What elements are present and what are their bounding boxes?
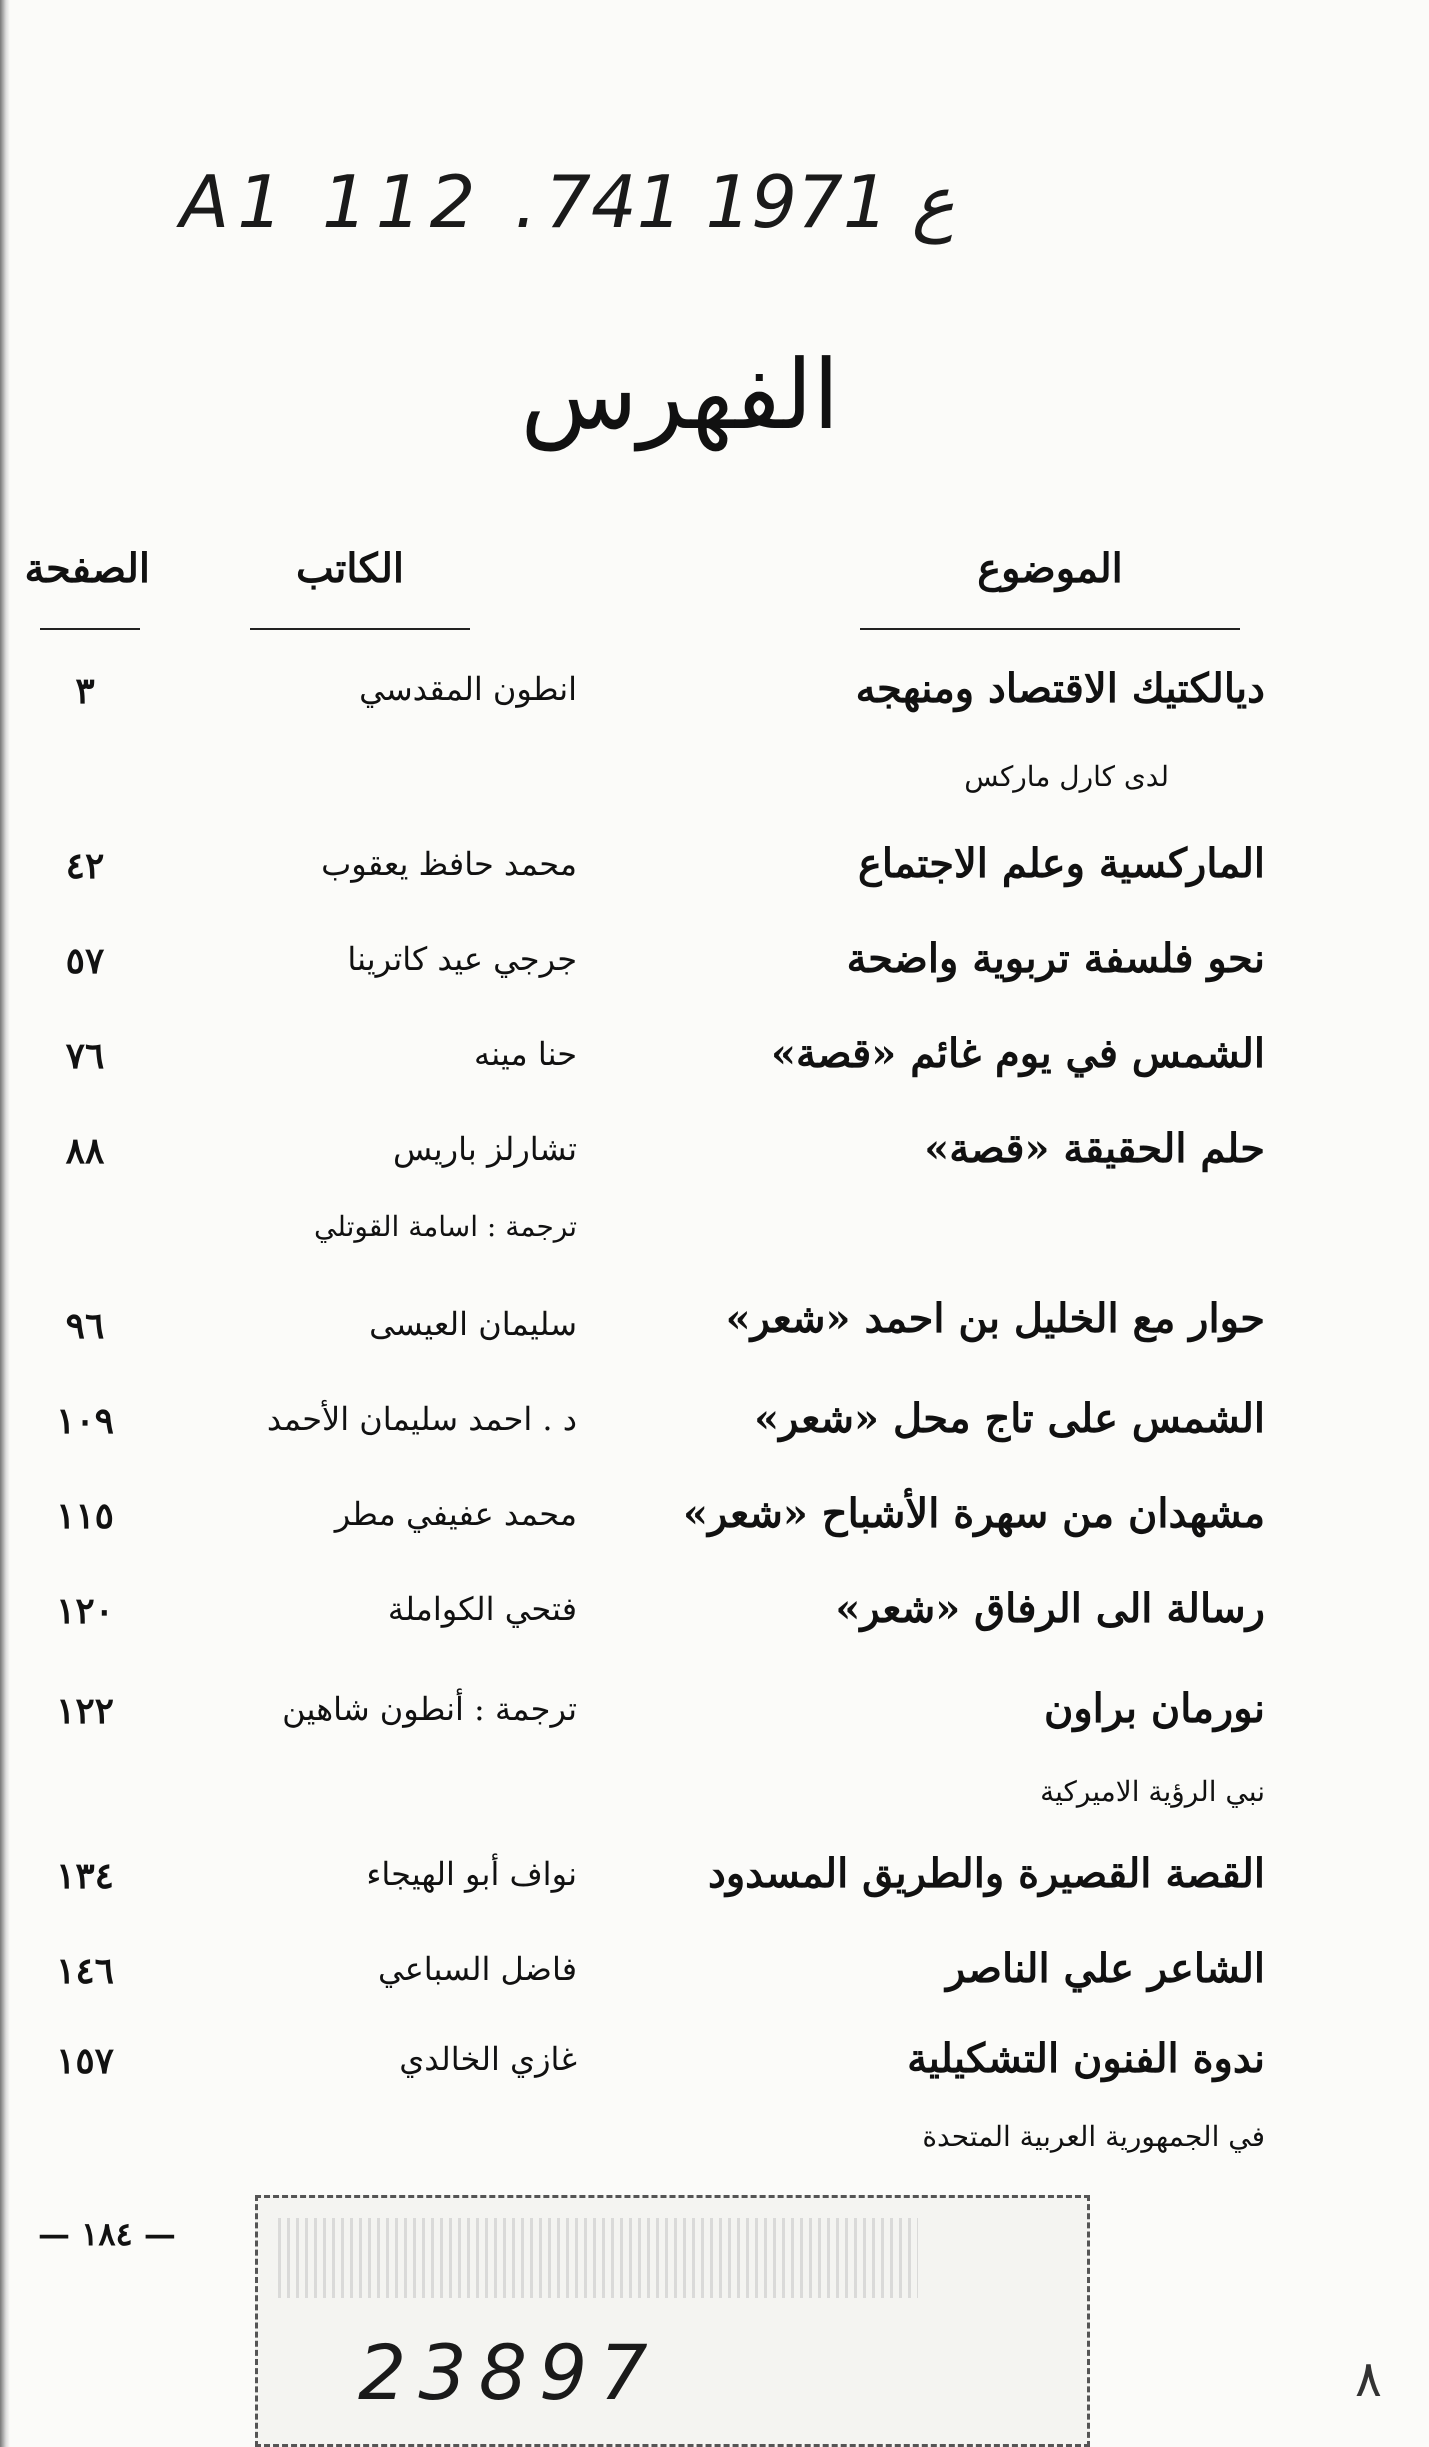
toc-page: ٣: [75, 670, 95, 712]
stamp-handwritten-number: 23897: [358, 2328, 660, 2417]
toc-subject: حوار مع الخليل بن احمد «شعر»: [725, 1295, 1265, 1342]
toc-subject: الماركسية وعلم الاجتماع: [858, 840, 1265, 887]
toc-author: جرجي عيد كاترينا: [347, 940, 577, 978]
toc-author: فتحي الكواملة: [387, 1590, 577, 1628]
toc-subject: ندوة الفنون التشكيلية: [907, 2035, 1265, 2082]
toc-author-sub: ترجمة : اسامة القوتلي: [313, 1210, 577, 1243]
toc-subject: القصة القصيرة والطريق المسدود: [708, 1850, 1265, 1897]
toc-author: ترجمة : أنطون شاهين: [282, 1690, 577, 1728]
toc-page: ٩٦: [65, 1305, 105, 1347]
toc-page: ٨٨: [65, 1130, 105, 1172]
toc-subject: الشمس على تاج محل «شعر»: [754, 1395, 1265, 1442]
toc-subject: رسالة الى الرفاق «شعر»: [835, 1585, 1265, 1632]
header-subject-underline: [860, 628, 1240, 630]
toc-page: ١٢٠: [55, 1590, 114, 1632]
header-author: الكاتب: [296, 545, 404, 592]
header-page-underline: [40, 628, 140, 630]
handwritten-catalog-note: A1 112 .ع 1971 741: [180, 160, 955, 244]
toc-author: محمد عفيفي مطر: [334, 1495, 577, 1533]
toc-author: فاضل السباعي: [378, 1950, 577, 1988]
toc-page: ٧٦: [65, 1035, 105, 1077]
stamp-faded-print: [278, 2218, 918, 2298]
toc-subject: نحو فلسفة تربوية واضحة: [846, 935, 1265, 982]
toc-page: ١٠٩: [55, 1400, 114, 1442]
toc-subject-sub: في الجمهورية العربية المتحدة: [922, 2120, 1265, 2153]
toc-author: حنا مينه: [474, 1035, 577, 1073]
toc-subject: الشاعر علي الناصر: [945, 1945, 1265, 1992]
toc-subject: ديالكتيك الاقتصاد ومنهجه: [855, 665, 1265, 712]
toc-subject: نورمان براون: [1043, 1685, 1265, 1732]
toc-author: تشارلز باريس: [392, 1130, 577, 1168]
toc-subject: الشمس في يوم غائم «قصة»: [771, 1030, 1265, 1077]
page-title: الفهرس: [520, 339, 840, 451]
toc-author: سليمان العيسى: [369, 1305, 577, 1343]
toc-author: د . احمد سليمان الأحمد: [266, 1400, 577, 1438]
library-stamp: [255, 2195, 1090, 2447]
toc-page: ١٢٢: [55, 1690, 114, 1732]
toc-page: ١٣٤: [55, 1855, 114, 1897]
toc-author: انطون المقدسي: [359, 670, 577, 708]
header-subject: الموضوع: [977, 545, 1123, 592]
page-number: — ١٨٤ —: [38, 2215, 176, 2253]
toc-subject-sub: لدى كارل ماركس: [964, 760, 1169, 793]
toc-author: محمد حافظ يعقوب: [321, 845, 577, 883]
header-page: الصفحة: [24, 545, 150, 592]
toc-subject: حلم الحقيقة «قصة»: [924, 1125, 1265, 1172]
toc-subject: مشهدان من سهرة الأشباح «شعر»: [683, 1490, 1265, 1537]
toc-page: ١١٥: [55, 1495, 114, 1537]
toc-author: نواف أبو الهيجاء: [366, 1855, 577, 1893]
toc-page: ٤٢: [65, 845, 105, 887]
toc-page: ٥٧: [65, 940, 105, 982]
toc-page: ١٤٦: [55, 1950, 114, 1992]
toc-subject-sub: نبي الرؤية الاميركية: [1040, 1775, 1265, 1808]
toc-page: ١٥٧: [55, 2040, 114, 2082]
scan-edge: [0, 0, 10, 2447]
toc-author: غازي الخالدي: [399, 2040, 577, 2078]
corner-handwritten-mark: ٨: [1355, 2350, 1382, 2408]
header-author-underline: [250, 628, 470, 630]
